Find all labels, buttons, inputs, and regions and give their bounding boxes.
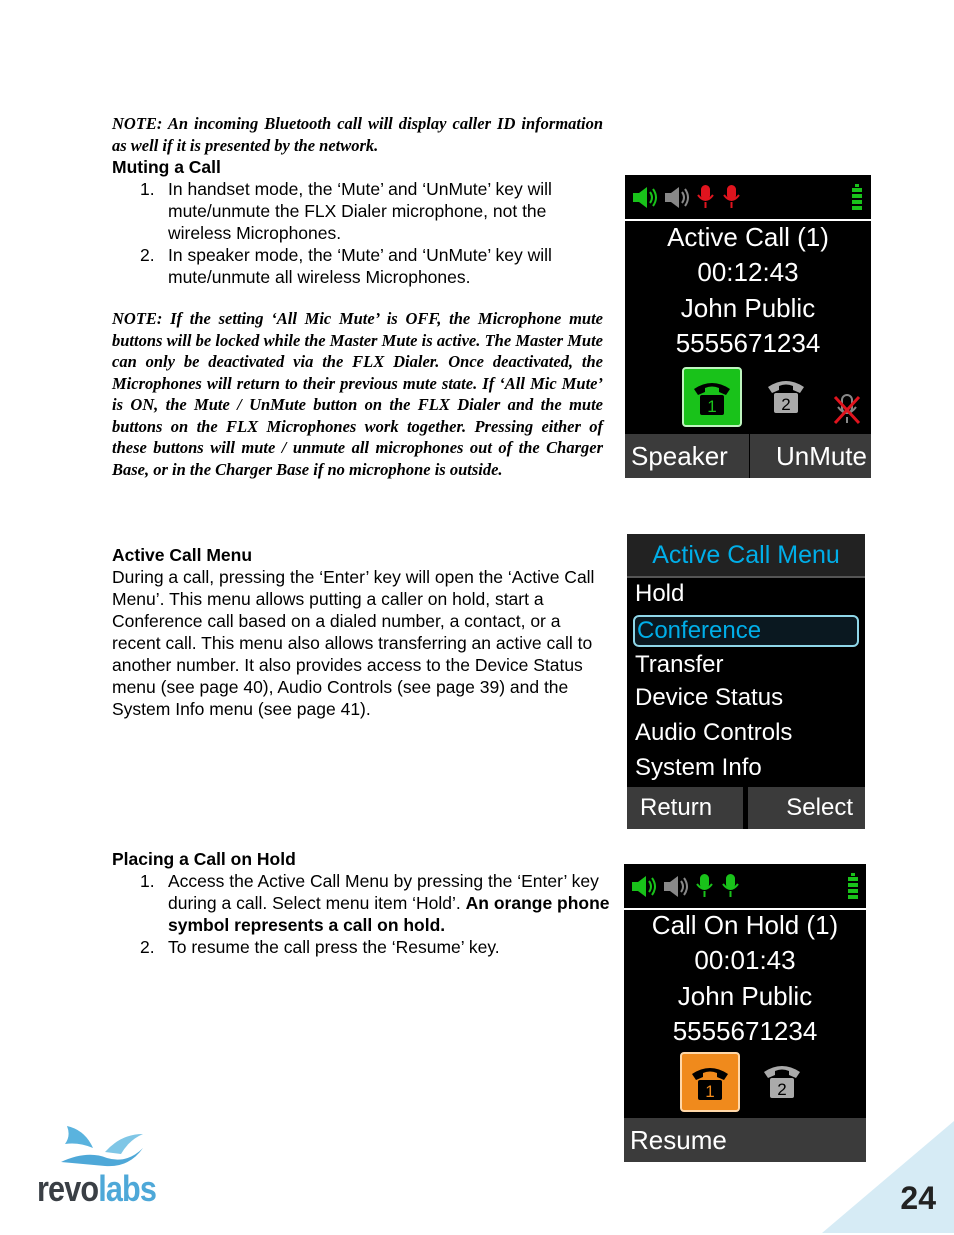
active-call-screen: [625, 175, 871, 478]
status-icons: [624, 864, 866, 908]
return-softkey[interactable]: Return: [627, 787, 743, 829]
unmute-softkey[interactable]: UnMute: [750, 434, 871, 478]
caller-name: John Public: [680, 293, 816, 323]
list-item: 1. In handset mode, the ‘Mute’ and ‘UnMute’ key will mute/unmute the FLX Dialer microphone, not the wireless Microphones.: [140, 179, 552, 243]
mic-muted-icon: [698, 185, 713, 208]
revolabs-logo-mark: [57, 1124, 147, 1170]
active-call-menu-body: During a call, pressing the ‘Enter’ key will open the ‘Active Call Menu’. This menu allows putting a caller on hold, start a Conference call based on a dialed number, a contact, or a recent call. This menu also allows transferring an active call to another number. It also provides access to the Device Status menu (see page 40), Audio Controls (see page 39) and the System Info menu (see page 41).: [112, 567, 595, 719]
note-bluetooth: NOTE: An incoming Bluetooth call will display caller ID information as well if it is presented by the network.: [112, 114, 603, 155]
logo-labs: labs: [98, 1168, 157, 1209]
mic-muted-icon: [724, 185, 739, 208]
speaker-icon: [632, 876, 655, 897]
active-call-menu-screen: [627, 534, 865, 829]
active-call-icon: [682, 367, 742, 427]
status-icons: [625, 175, 871, 219]
battery-icon: [852, 184, 862, 210]
caller-number: 5555671234: [675, 328, 821, 358]
idle-call-icon: [754, 1052, 810, 1108]
softkey-bar: [627, 787, 865, 829]
mic-off-icon: [833, 393, 861, 427]
menu-item-conference[interactable]: Conference: [633, 615, 859, 647]
muting-list: [112, 178, 612, 288]
mic-active-icon: [697, 874, 712, 897]
resume-softkey[interactable]: Resume: [624, 1118, 747, 1162]
menu-title: Active Call Menu: [627, 534, 865, 578]
muting-heading: Muting a Call: [112, 157, 221, 177]
menu-item-transfer[interactable]: Transfer: [635, 651, 724, 678]
menu-item-audio-controls[interactable]: Audio Controls: [635, 719, 793, 746]
caller-number: 5555671234: [672, 1016, 818, 1046]
page-number: 24: [900, 1180, 936, 1216]
list-item: 2. To resume the call press the ‘Resume’ key.: [140, 937, 500, 957]
call-status: Active Call (1): [667, 222, 829, 252]
select-softkey[interactable]: Select: [748, 787, 865, 829]
softkey-bar: [625, 434, 871, 478]
menu-item-device-status[interactable]: Device Status: [635, 684, 784, 711]
menu-item-system-info[interactable]: System Info: [635, 754, 762, 781]
status-bar: [625, 175, 871, 221]
call-timer: 00:01:43: [694, 945, 796, 975]
idle-call-icon: [758, 367, 814, 423]
menu-item-hold[interactable]: Hold: [635, 580, 685, 607]
hold-heading: Placing a Call on Hold: [112, 849, 296, 869]
revolabs-logo: [37, 1168, 156, 1210]
svg-text:1: 1: [705, 1082, 715, 1101]
speaker-icon: [633, 187, 656, 208]
active-call-menu-heading: Active Call Menu: [112, 545, 253, 565]
held-call-icon: [680, 1052, 740, 1112]
svg-text:2: 2: [777, 1080, 787, 1099]
caller-name: John Public: [677, 981, 813, 1011]
speaker-softkey[interactable]: Speaker: [625, 434, 749, 478]
svg-text:1: 1: [707, 397, 717, 416]
handset-icon: [664, 876, 687, 897]
call-timer: 00:12:43: [697, 257, 799, 287]
note-all-mic-mute: NOTE: If the setting ‘All Mic Mute’ is OFF, the Microphone mute buttons will be locked while the Master Mute is active. The Master Mute can only be deactivated via the FLX Dialer. Once deactivated, the Microphones will return to their previous mute state. If ‘All Mic Mute’ is ON, the Mute / UnMute button on the FLX Dialer and the mute buttons on the FLX Microphones work together. Pressing either of these buttons will mute / unmute all microphones out of the Charger Base, or in the Charger Base if no microphone is outside.: [112, 309, 603, 479]
battery-icon: [848, 873, 858, 899]
hold-emphasis: An orange phone symbol represents a call on hold.: [168, 893, 610, 935]
list-item: 1. Access the Active Call Menu by pressing the ‘Enter’ key during a call. Select menu item ‘Hold’. An orange phone symbol represents a call on hold.: [140, 871, 610, 935]
status-bar: [624, 864, 866, 910]
mic-active-icon: [723, 874, 738, 897]
logo-revo: revo: [37, 1168, 99, 1209]
list-item: 2. In speaker mode, the ‘Mute’ and ‘UnMute’ key will mute/unmute all wireless Microphones.: [140, 245, 552, 287]
call-on-hold-screen: [624, 864, 866, 1162]
handset-icon: [665, 187, 688, 208]
svg-text:2: 2: [781, 395, 791, 414]
hold-list: [112, 870, 612, 958]
call-status: Call On Hold (1): [651, 910, 839, 940]
